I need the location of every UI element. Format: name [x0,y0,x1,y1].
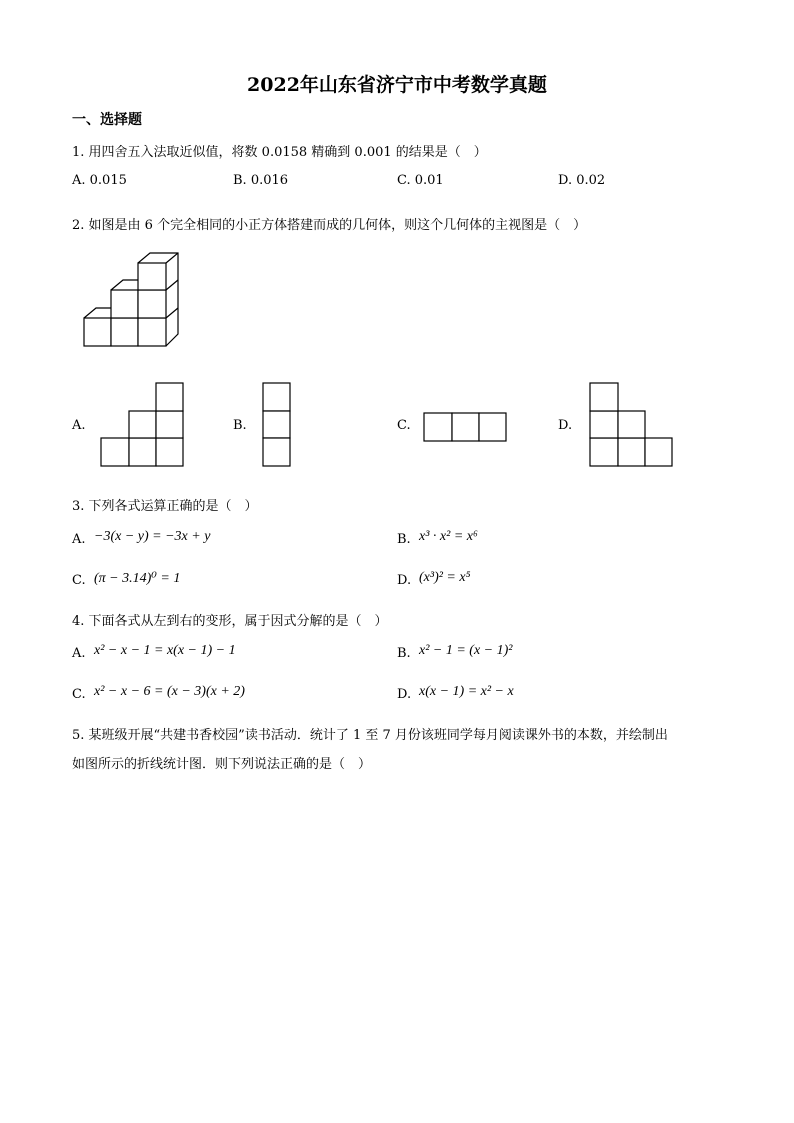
q1-option-b: B. 0.016 [233,173,289,188]
question-5-stem-line-1: 5. 某班级开展“共建书香校园”读书活动．统计了 1 至 7 月份该班同学每月阅读课外书的本数，并绘制出 [72,728,668,743]
q2-option-c-label: C. [397,418,411,433]
question-1-stem: 1. 用四舍五入法取近似值，将数 0.0158 精确到 0.001 的结果是（ ） [72,145,487,160]
q3-option-b-expr: x³ · x² = x⁶ [419,529,478,544]
q4-option-d-label: D. [397,687,412,702]
section-heading: 一、选择题 [72,112,142,128]
q3-option-a-expr: −3(x − y) = −3x + y [94,529,211,544]
q3-option-c-label: C. [72,573,86,588]
question-5-stem-line-2: 如图所示的折线统计图．则下列说法正确的是（ ） [72,757,372,772]
q3-option-d-label: D. [397,573,412,588]
question-4-stem: 4. 下面各式从左到右的变形，属于因式分解的是（ ） [72,614,388,629]
q2-option-b-figure [262,382,292,468]
q4-option-c-label: C. [72,687,86,702]
question-3-stem: 3. 下列各式运算正确的是（ ） [72,499,258,514]
q2-option-d-figure [589,382,675,468]
q1-option-a: A. 0.015 [72,173,127,188]
q1-option-d: D. 0.02 [558,173,606,188]
page-title: 2022年山东省济宁市中考数学真题 [247,74,547,96]
q4-option-a-label: A. [72,646,86,661]
q2-option-a-figure [100,382,186,468]
q4-option-d-expr: x(x − 1) = x² − x [419,684,514,699]
cube-stack-figure [80,250,180,350]
q4-option-a-expr: x² − x − 1 = x(x − 1) − 1 [94,643,236,658]
q4-option-c-expr: x² − x − 6 = (x − 3)(x + 2) [94,684,245,699]
q4-option-b-label: B. [397,646,411,661]
q3-option-c-expr: (π − 3.14)⁰ = 1 [94,571,181,586]
q2-option-b-label: B. [233,418,247,433]
q2-option-a-label: A. [72,418,86,433]
q2-option-c-figure [423,412,509,444]
q1-option-c: C. 0.01 [397,173,444,188]
q3-option-d-expr: (x³)² = x⁵ [419,570,471,585]
q4-option-b-expr: x² − 1 = (x − 1)² [419,643,513,658]
question-2-stem: 2. 如图是由 6 个完全相同的小正方体搭建而成的几何体，则这个几何体的主视图是（ ） [72,218,587,233]
q3-option-b-label: B. [397,532,411,547]
q3-option-a-label: A. [72,532,86,547]
q2-option-d-label: D. [558,418,573,433]
